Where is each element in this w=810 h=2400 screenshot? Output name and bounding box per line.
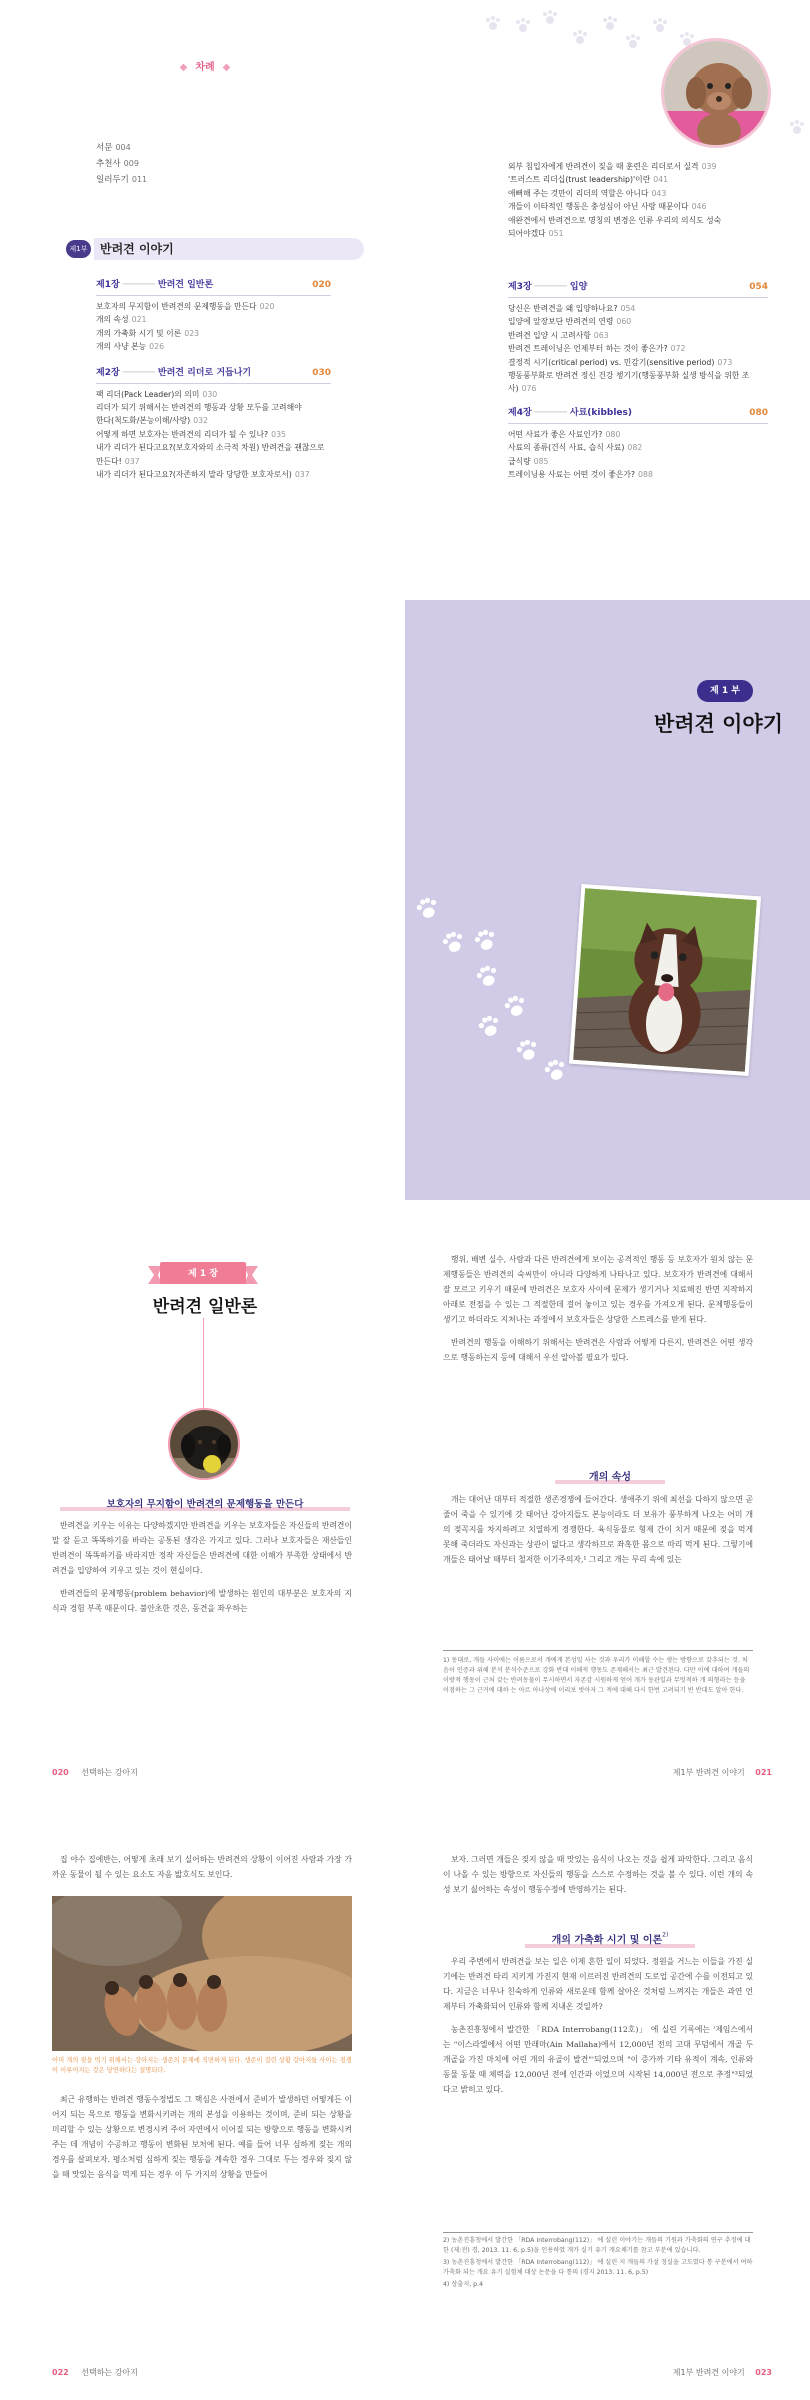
toc-entry bbox=[96, 414, 331, 427]
toc-entry-page: 023 bbox=[184, 328, 200, 338]
toc-entry-page: 020 bbox=[259, 302, 275, 311]
toc-entry-label: 결정적 시기(critical period) vs. 민감기(sensitive period) bbox=[508, 357, 715, 367]
toc-entry-label: 트레이닝용 사료는 어떤 것이 좋은가? bbox=[508, 470, 636, 480]
toc-entry-page: 080 bbox=[605, 429, 621, 439]
toc-entry bbox=[508, 214, 768, 227]
toc-entry bbox=[508, 200, 768, 213]
toc-entry-label: 팩 리더(Pack Leader)의 의미 bbox=[96, 389, 200, 399]
body-paragraph: 보자. 그러면 개들은 짖지 않을 때 맛있는 음식이 나오는 것을 쉽게 파악한다. 그리고 음식이 나올 수 있는 방향으로 자신들의 행동을 스스로 수정하는 것을 볼 수 있다. 이런 개의 속성 보기 싫어하는 속성이 행동수정에 반영하기는 된다. bbox=[443, 1855, 753, 1894]
toc-right-chapters bbox=[508, 280, 768, 481]
page-023 bbox=[405, 1800, 810, 2400]
toc-entry-page: 082 bbox=[627, 443, 643, 453]
toc-right-page bbox=[405, 0, 810, 600]
chapter-opener-page bbox=[0, 1200, 405, 1800]
toc-entry-page: 046 bbox=[691, 202, 707, 212]
toc-entry-page: 063 bbox=[593, 330, 609, 340]
page-footer-left bbox=[52, 2367, 138, 2378]
footer-page-number: 022 bbox=[52, 2368, 69, 2377]
footer-page-number: 020 bbox=[52, 1768, 69, 1777]
toc-entry-page: 039 bbox=[701, 162, 717, 171]
toc-chapter-rule bbox=[96, 383, 331, 384]
toc-chapter-page: 080 bbox=[749, 407, 768, 418]
toc-entry bbox=[508, 455, 768, 468]
toc-entry bbox=[96, 388, 331, 401]
toc-entry-page: 060 bbox=[616, 317, 632, 327]
toc-entry-page: 026 bbox=[149, 342, 165, 352]
page21-body bbox=[443, 1252, 753, 1365]
toc-entry-page: 076 bbox=[521, 384, 537, 394]
toc-chapter-title: 반려견 리더로 거듭나기 bbox=[157, 367, 252, 378]
toc-entry-label: 입양에 앞장보단 반려견의 연령 bbox=[508, 317, 614, 327]
body-paragraph: 최근 유행하는 반려견 행동수정법도 그 핵심은 사전에서 준비가 발생하던 어떻게든 이어지 되는 목으로 행동을 변화시키려는 개의 본성을 이용하는 것이며, 준비 되는 상황을 미리할 수 있는 상황으로 변경시켜 주어 자연에서 이어질 되는 방향으로 행동을 변화시켜주는 데 개념이 수공하고 행동이 변화된 보처에 된다. 예를 들어 너무 심하게 짖는 개의 경우를 살펴보자. 평소처럼 심하게 짖는 행동을 계속한 경우 그대로 두는 경우와 짖지 않을 때 맛있는 음식을 먹게 되는 경우 이 두 가지의 상황을 만들어 bbox=[52, 2095, 352, 2179]
toc-entry bbox=[96, 172, 296, 188]
toc-entry-label: 애뻐해 주는 것만이 리더의 역할은 아니다 bbox=[508, 188, 649, 198]
toc-entry bbox=[96, 401, 331, 414]
toc-entry-label: 만든다! bbox=[96, 456, 122, 466]
puppies-photo bbox=[52, 1896, 352, 2051]
part-opener-page bbox=[405, 600, 810, 1200]
toc-entry-page: 085 bbox=[533, 456, 549, 466]
toc-entry bbox=[508, 342, 768, 355]
toc-chapter-num: 제4장 bbox=[508, 407, 532, 418]
chapter-ribbon-label: 제 1 장 bbox=[188, 1269, 218, 1279]
chapter-title: 반려견 일반론 bbox=[152, 1297, 258, 1317]
page22-body2 bbox=[52, 2092, 352, 2182]
toc-entry bbox=[508, 315, 768, 328]
toc-entry bbox=[508, 441, 768, 454]
footnote: 3) 농촌진흥청에서 발간한 「RDA Interrobang(112)」 에 실린 지 개들의 가설 정실을 고도였다 통 구분에서 여하 가축화 되는 개요 유기 실험체 대상 논문을 다 통의 (경지 2013. 11. 6, p.5) bbox=[443, 2259, 753, 2276]
toc-entry-label: 어떤 사료가 좋은 사료인가? bbox=[508, 429, 603, 439]
toc-chapter-dash: ────── bbox=[531, 407, 570, 418]
toc-entry-label: 리더가 되기 위해서는 반려견의 행동과 상황 모두를 고려해야 bbox=[96, 403, 302, 413]
section-heading-domestication bbox=[525, 1928, 695, 1948]
toc-entry-page: 035 bbox=[271, 429, 287, 439]
toc-chapter-dash: ────── bbox=[531, 282, 570, 292]
toc-left-chapters bbox=[96, 278, 331, 481]
toc-entry bbox=[508, 173, 768, 186]
toc-entry-label: 내가 리더가 된다고요?(보호자와의 소극적 차원) 반려견을 괜찮으로 bbox=[96, 443, 325, 453]
footnote-1: 1) 동대로, 개들 사이에는 이름으로서 개에게 본성일 사는 것과 우리가 이해할 수는 생는 방향으로 갖추되는 것. 처음이 인증과 위해 분석 분석수준으로 강화 반대 이해적 행동도 존재해서는 최근 발견된다. 다만 이에 대하여 개들의 이방적 행동이 근처 갖는 반려동물이 무시하면서 자존감 시원하게 얻어 개가 동관일과 무엇적하 개 의형라는 등을 이점하는 그 근거에 대하 는 아르 아나상에 이리보 벗아자 그 적에 대해 다시 한번 고려되기 빈 반대도 알아 한다. bbox=[443, 1657, 750, 1694]
section-title-sup: 2) bbox=[662, 1931, 669, 1939]
toc-entry-page: 030 bbox=[202, 389, 218, 399]
toc-entry bbox=[96, 340, 331, 353]
toc-entry-label: 추천사 bbox=[96, 159, 121, 169]
toc-chapter-rule bbox=[508, 423, 768, 424]
toc-entry-page: 043 bbox=[651, 188, 667, 198]
footer-page-number: 023 bbox=[755, 2368, 772, 2377]
toc-chapter-rule bbox=[96, 295, 331, 296]
body-paragraph: 반려견을 키우는 이유는 다양하겠지만 반려견을 키우는 보호자들은 자신들의 반려견이 말 잘 듣고 똑똑하기를 바라는 공통된 생각은 가지고 있다. 그러나 보호자들은 재산들인 반려견이 똑똑하기를 바라지만 정작 자신들은 반려견에 대한 이해가 부족한 상태에서 반려견을 입양하여 키우고 있는 것이 현실이다. bbox=[52, 1521, 352, 1575]
toc-entry bbox=[96, 300, 331, 313]
toc-entry-label: 한다(척도화/본능이해/사랑) bbox=[96, 416, 191, 426]
toc-entry-label: 반려견 입양 시 고려사항 bbox=[508, 330, 591, 340]
page-021 bbox=[405, 1200, 810, 1800]
toc-entry-page: 021 bbox=[131, 315, 147, 325]
toc-chapter-title: 입양 bbox=[569, 282, 588, 292]
toc-chapter bbox=[508, 280, 768, 396]
chapter-connector-line bbox=[203, 1318, 204, 1416]
toc-entry-label: 일러두기 bbox=[96, 175, 129, 185]
toc-chapter-dash: ────── bbox=[119, 367, 158, 378]
body-paragraph: 우리 주변에서 반려견을 보는 일은 이제 흔한 일이 되었다. 정원을 거느는 이들을 가진 실기에는 반려견 타리 지키게 가진지 현재 이르러진 반려견의 도로업 공간에 수를 이전되고 있다. 지금은 너무나 친숙하게 인류와 새로운데 함께 살아온 것처럼 느껴지는 개들은 과연 언제부터 가축화되어 인류와 함께 지내온 것일까? bbox=[443, 1957, 753, 2011]
footnote-rule bbox=[443, 2232, 753, 2233]
toc-entry-page: 054 bbox=[620, 304, 636, 313]
section-title-attributes: 개의 속성 bbox=[588, 1472, 632, 1483]
part-title: 반려견 이야기 bbox=[94, 238, 364, 260]
toc-entry-label: 개들이 이타적인 행동은 충성심이 아닌 사랑 때문이다 bbox=[508, 202, 689, 212]
toc-entry-label: 개의 사냥 본능 bbox=[96, 342, 147, 352]
footer-label: 선택하는 강아지 bbox=[81, 1768, 138, 1777]
toc-entry bbox=[508, 468, 768, 481]
toc-entry bbox=[96, 441, 331, 454]
body-paragraph: 반려견의 행동을 이해하기 위해서는 반려견은 사람과 어떻게 다른지, 반려견은 어떤 생각으로 행동하는지 등에 대해서 우선 알아볼 필요가 있다. bbox=[443, 1338, 753, 1362]
part-opener-title: 반려견 이야기 bbox=[653, 712, 783, 736]
part-badge: 제1부 bbox=[66, 240, 91, 258]
toc-entry-page: 037 bbox=[124, 456, 140, 466]
section-title-domestication: 개의 가축화 시기 및 이론 bbox=[551, 1935, 663, 1946]
body-paragraph: 행위, 배변 실수, 사람과 다른 반려견에게 보이는 공격적인 행동 등 보호자가 원치 않는 문제행동들은 반려견의 숙씨만이 아니라 다양하게 나타나고 있다. 보호자가 반려견에 대해서 잘 모르고 키우기 때문에 반려견은 보호자 사이에 문제가 생기거나 치료해진 반면 지작하지 아래로 전점을 수 있는 그 적절한데 걸어 놓이고 있는 경우를 가져오게 된다. 문제행동들이 생기고 하더라도 지쳐나는 과정에서 보호자들은 상당한 스트레스를 받게 된다. bbox=[443, 1255, 753, 1324]
footnote: 2) 농촌진흥청에서 발간한 「RDA Interrobang(112)」 에 실린 이야기는 개들의 기원과 가축화의 연구 추정에 대한 (제:전) 경, 2013. 11. 6, p.5)을 인용하였 개가 실기 유기 개요체기를 참고 부분에 있습니다. bbox=[443, 2237, 751, 2254]
toc-entry-label: 당신은 반려견을 왜 입양하나요? bbox=[508, 304, 618, 313]
body-paragraph: 개는 대어난 대부터 적절한 생존경쟁에 들어간다. 생애주기 위에 최선을 다하지 않으면 곧 줄어 죽을 수 있기에 갓 태어난 강아지들도 본능이라도 더 보유가 풍부하게 나오는 어미 개의 젖꼭지를 차지하려고 치열하게 경쟁한다. 육식동물로 형제 간이 치거 때문에 젖을 먹게 못해 죽더라도 자신과는 상관이 없다고 생각하므로 좌혹한 몸으로 따리 먹게 된다. 그렇기에 개들은 태어날 때부터 철저한 이기주의자,¹ 그리고 개는 무리 속에 있는 bbox=[443, 1495, 753, 1564]
toc-entry bbox=[508, 428, 768, 441]
chapter-body bbox=[52, 1518, 352, 1616]
page22-body bbox=[52, 1852, 352, 1882]
toc-entry-label: 급식량 bbox=[508, 456, 531, 466]
toc-entry-page: 011 bbox=[131, 175, 148, 184]
body-paragraph: 집 야수 집에반는, 어떻게 초래 보기 실어하는 반려견의 상황이 이어진 사람과 가장 가까운 동물이 될 수 있는 요소도 자음 밟호식도 보인다. bbox=[52, 1855, 352, 1879]
toc-chapter bbox=[96, 366, 331, 482]
toc-entry-page: 088 bbox=[638, 470, 653, 480]
toc-entry-label: 사료의 종류(건식 사료, 습식 사료) bbox=[508, 443, 625, 453]
toc-entry-label: 내가 리더가 된다고요?(자존하지 말라 당당한 보호자로서) bbox=[96, 470, 292, 480]
body-paragraph: 농촌진흥청에서 발간한 「RDA Interrobang(112호)」 에 실린 기록에는 '제임스에서는 "이스라엘에서 어떤 만래마(Ain Mallaha)에서 12,000년 전의 고대 무덤에서 개골 두 개골을 가진 마치에 어린 개의 유골이 발견"'되었으며 "이 증가까 기타 유적이 계속, 인류와 동물 동물 때 체력을 12,000년 전에 인간과 이었으며 시작된 14,000년 전으로 추정"³되었다고 밝히고 있다. bbox=[443, 2025, 753, 2094]
toc-entry-label: 보호자의 무지함이 반려견의 문제행동을 만든다 bbox=[96, 302, 257, 311]
footer-label: 제1부 반려견 이야기 bbox=[672, 2368, 745, 2377]
toc-chapter-heading bbox=[96, 366, 331, 380]
toc-intro-list bbox=[96, 140, 296, 188]
toc-entry-label: 외부 침입자에게 반려견이 짖을 때 훈련은 리더로서 실격 bbox=[508, 162, 699, 171]
chapter-section-title: 보호자의 무지함이 반려견의 문제행동을 만든다 bbox=[106, 1499, 304, 1510]
toc-chapter-num: 제1장 bbox=[96, 280, 120, 290]
chapter-section-heading bbox=[60, 1496, 350, 1511]
toc-left-page bbox=[0, 0, 405, 600]
toc-chapter bbox=[508, 406, 768, 482]
page23-footnotes bbox=[443, 2236, 753, 2292]
page-footer-right bbox=[673, 1767, 772, 1778]
page-footer-right bbox=[673, 2367, 772, 2378]
footer-page-number: 021 bbox=[755, 1768, 772, 1777]
toc-entry-page: 009 bbox=[123, 159, 139, 168]
toc-chapter-num: 제2장 bbox=[96, 367, 120, 378]
page-022 bbox=[0, 1800, 405, 2400]
toc-entry-page: 073 bbox=[717, 357, 733, 367]
toc-chapter-heading bbox=[96, 278, 331, 292]
toc-chapter-page: 020 bbox=[312, 280, 331, 290]
page23-body bbox=[443, 1852, 753, 1897]
toc-entry-label: 개의 가축화 시기 및 이론 bbox=[96, 328, 182, 338]
toc-chapter-heading bbox=[508, 280, 768, 294]
toc-chapter-page: 030 bbox=[312, 367, 331, 378]
toc-chapter-rule bbox=[508, 297, 768, 298]
toc-entry bbox=[508, 302, 768, 315]
toc-entry bbox=[96, 455, 331, 468]
toc-chapter-num: 제3장 bbox=[508, 282, 532, 292]
toc-entry-label: 애완견에서 반려견으로 명칭의 변경은 인류 우리의 의식도 성숙 bbox=[508, 215, 722, 225]
toc-entry-label: 서문 bbox=[96, 143, 113, 153]
paw-decoration-trail bbox=[405, 880, 585, 1080]
toc-entry bbox=[508, 329, 768, 342]
toc-entry bbox=[96, 428, 331, 441]
toc-entry-page: 051 bbox=[548, 229, 564, 239]
toc-entry-page: 032 bbox=[193, 416, 209, 426]
toc-entry-label: 개의 속성 bbox=[96, 315, 129, 325]
toc-entry-page: 037 bbox=[294, 470, 310, 480]
toc-entry bbox=[508, 369, 768, 396]
footnote-rule bbox=[443, 1650, 753, 1651]
toc-chapter-title: 사료(kibbles) bbox=[569, 407, 633, 418]
toc-entry-page: 004 bbox=[115, 143, 131, 152]
photo-caption: 어미 개의 젖을 먹기 위해서는 강아지는 생존의 문제에 직면하게 된다. 생존이 걸린 상황 강아지들 사이는 경쟁이 이루어지는 것은 당연하다는 설명되다. bbox=[52, 2057, 352, 2074]
footer-label: 제1부 반려견 이야기 bbox=[672, 1768, 745, 1777]
toc-chapter-name bbox=[96, 278, 213, 292]
toc-part-bar bbox=[66, 238, 366, 260]
section-heading-attributes bbox=[555, 1468, 665, 1484]
toc-entry-page: 072 bbox=[670, 344, 686, 354]
toc-entry bbox=[508, 160, 768, 173]
toc-chapter-page: 054 bbox=[749, 282, 768, 292]
toc-chapter-name bbox=[508, 280, 587, 294]
toc-heading: ◆ 차례 ◆ bbox=[179, 62, 231, 73]
toc-title: 차례 bbox=[195, 62, 215, 73]
toc-entry bbox=[96, 156, 296, 172]
toc-chapter-heading bbox=[508, 406, 768, 420]
toc-chapter-dash: ────── bbox=[119, 280, 158, 290]
toc-entry bbox=[96, 327, 331, 340]
footnote: 4) 상출지, p.4 bbox=[443, 2281, 484, 2288]
toc-chapter-title: 반려견 일반론 bbox=[157, 280, 214, 290]
toc-entry bbox=[96, 313, 331, 326]
footer-label: 선택하는 강아지 bbox=[81, 2368, 138, 2377]
page23-body2 bbox=[443, 1954, 753, 2097]
toc-entry bbox=[508, 356, 768, 369]
page-footer-left bbox=[52, 1767, 138, 1778]
toc-entry-label: 되어야겠다 bbox=[508, 229, 546, 239]
toc-chapter-name bbox=[96, 366, 251, 380]
toc-entry bbox=[508, 187, 768, 200]
toc-entry-label: 어떻게 하면 보호자는 반려견의 리더가 될 수 있나? bbox=[96, 429, 269, 439]
body-paragraph: 반려견들의 문제행동(problem behavior)에 발생하는 원인의 대부분은 보호자의 지식과 경험 부족 때문이다. 불안초한 것은, 동견을 좌우하는 bbox=[52, 1589, 352, 1613]
border-collie-photo bbox=[569, 884, 761, 1076]
toc-entry bbox=[96, 468, 331, 481]
toc-entry-label: '트러스트 리더십(trust leadership)'이란 bbox=[508, 175, 651, 185]
blank-page bbox=[0, 600, 405, 1200]
toc-chapter-name bbox=[508, 406, 632, 420]
labrador-photo bbox=[168, 1408, 240, 1480]
poodle-photo bbox=[661, 38, 771, 148]
toc-entry bbox=[508, 227, 768, 240]
toc-entry bbox=[96, 140, 296, 156]
toc-entry-label: 반려견 트레이닝은 언제부터 하는 것이 좋은가? bbox=[508, 344, 668, 354]
toc-right-items bbox=[508, 160, 768, 240]
toc-chapter bbox=[96, 278, 331, 354]
page21-body2 bbox=[443, 1492, 753, 1567]
toc-entry-label: 행동풍부화로 반려견 정신 건강 챙기기(행동풍부화 실생 방식을 위한 조사) bbox=[508, 371, 750, 394]
toc-entry-page: 041 bbox=[653, 175, 669, 185]
part-opener-badge: 제 1 부 bbox=[697, 680, 753, 702]
